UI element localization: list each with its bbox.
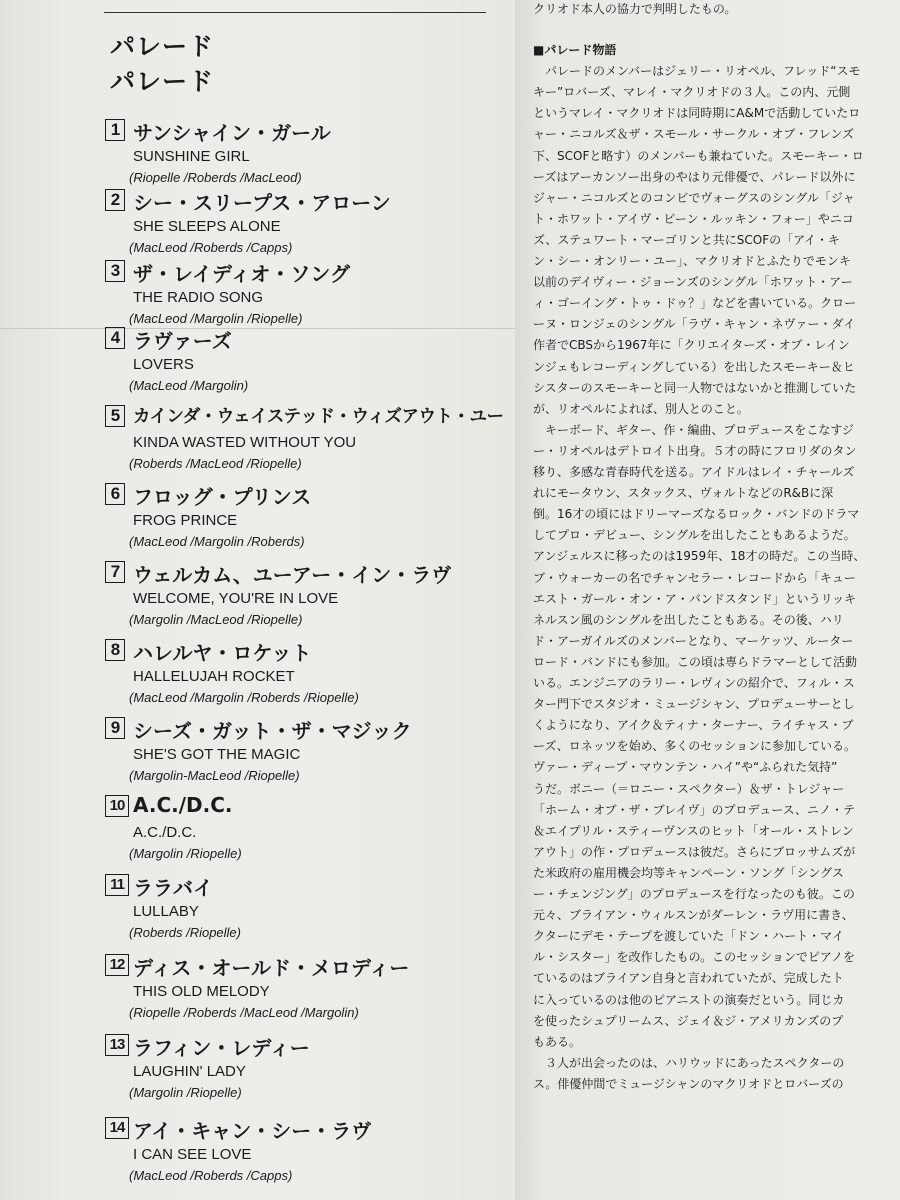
essay-line: ド・アーガイルズのメンバーとなり、マーケッツ、ルーター <box>533 633 854 648</box>
track-number: 11 <box>105 874 129 896</box>
essay-line: 「ホーム・オブ・ザ・ブレイヴ」のプロデュース、ニノ・テ <box>533 802 855 817</box>
track-title-english: HALLELUJAH ROCKET <box>133 668 295 685</box>
track-title-english: FROG PRINCE <box>133 512 238 529</box>
album-title-line2: パレード <box>110 67 215 96</box>
track-number: 5 <box>105 405 125 427</box>
essay-line: ているのはブライアン自身と言われていたが、完成したト <box>533 971 844 986</box>
essay-line: もある。 <box>533 1034 582 1049</box>
essay-line: ンジェもレコーディングしている）を出したスモーキー＆ヒ <box>533 359 855 374</box>
track-title-english: LAUGHIN' LADY <box>133 1063 246 1080</box>
track-credits: (Roberds /Riopelle) <box>129 925 241 940</box>
track-title-japanese: サンシャイン・ガール <box>133 121 331 145</box>
essay-line: ＆エイプリル・スティーヴンスのヒット「オール・ストレン <box>533 823 854 838</box>
track-number: 12 <box>105 954 129 976</box>
track-title-english: LULLABY <box>133 903 199 920</box>
essay-line: パレードのメンバーはジェリー・リオペル、フレッド“スモ <box>533 64 861 79</box>
essay-line: ー・リオペルはデトロイト出身。５才の時にフロリダのタン <box>533 443 857 458</box>
essay-line: ル・シスター」を改作したもの。このセッションでピアノを <box>533 950 855 965</box>
top-rule <box>104 12 486 13</box>
essay-line: 移り、多感な青春時代を送る。アイドルはレイ・チャールズ <box>533 465 855 479</box>
track-credits: (MacLeod /Margolin /Roberds) <box>129 534 305 549</box>
essay-line: くようになり、アイク＆ティナ・ターナー、ライチャス・ブ <box>533 718 854 733</box>
track-title-japanese: アイ・キャン・シー・ラヴ <box>133 1119 372 1143</box>
essay-line: してプロ・デビュー、シングルを出したこともあるようだ。 <box>533 528 856 543</box>
essay-line: 下、SCOFと略す）のメンバーも兼ねていた。スモーキー・ロ <box>533 148 864 163</box>
track-title-japanese: ディス・オールド・メロディー <box>133 956 410 980</box>
essay-line: 倒。16才の頃にはドリーマーズなるロック・バンドのドラマ <box>533 507 860 522</box>
essay-line: ブ・ウォーカーの名でチャンセラー・レコードから「キュー <box>533 570 856 585</box>
track-credits: (MacLeod /Margolin /Roberds /Riopelle) <box>129 690 359 705</box>
track-title-english: LOVERS <box>133 356 194 373</box>
track-number: 9 <box>105 717 125 739</box>
album-title-line1: パレード <box>110 32 215 61</box>
essay-line: ス。俳優仲間でミュージシャンのマクリオドとロバーズの <box>533 1076 844 1091</box>
track-title-japanese: ハレルヤ・ロケット <box>133 641 312 665</box>
essay-line: に入っているのは他のピアニストの演奏だという。同じカ <box>533 992 845 1007</box>
essay-line: ン・シー・オンリー・ユー」、マクリオドとふたりでモンキ <box>533 254 851 268</box>
essay-line: れにモータウン、スタックス、ヴォルトなどのR&Bに深 <box>533 486 834 501</box>
essay-line: 作者でCBSから1967年に「クリエイターズ・オブ・レイン <box>533 338 850 353</box>
essay-line: ヴァー・ディープ・マウンテン・ハイ”や“ふられた気持” <box>533 760 838 775</box>
track-title-japanese: カインダ・ウェイステッド・ウィズアウト・ユー <box>133 407 504 427</box>
track-title-english: SHE'S GOT THE MAGIC <box>133 746 301 763</box>
essay-line: た米政府の雇用機会均等キャンペーン・ソング「シングス <box>533 865 844 880</box>
track-title-english: WELCOME, YOU'RE IN LOVE <box>133 590 339 607</box>
right-page <box>515 0 900 1200</box>
track-credits: (Margolin-MacLeod /Riopelle) <box>129 768 300 783</box>
track-credits: (MacLeod /Roberds /Capps) <box>129 1168 293 1183</box>
track-number: 8 <box>105 639 125 661</box>
essay-line: が、リオペルによれば、別人とのこと。 <box>533 401 749 416</box>
track-number: 14 <box>105 1117 129 1139</box>
essay-line: キーボード、ギター、作・編曲、プロデュースをこなすジ <box>533 422 854 437</box>
essay-line: アンジェルスに移ったのは1959年、18才の時だ。この当時、 <box>533 549 866 564</box>
essay-line: キー”ロバーズ、マレイ・マクリオドの３人。この内、元側 <box>533 85 851 100</box>
track-title-japanese: ラヴァーズ <box>133 329 232 353</box>
track-number: 2 <box>105 189 125 211</box>
track-credits: (Margolin /Riopelle) <box>129 846 242 861</box>
track-number: 13 <box>105 1034 129 1056</box>
track-credits: (Margolin /Riopelle) <box>129 1085 242 1100</box>
essay-line: 元々、ブライアン・ウィルスンがダーレン・ラヴ用に書き、 <box>533 908 854 923</box>
track-number: 4 <box>105 327 125 349</box>
track-title-english: SUNSHINE GIRL <box>133 148 250 165</box>
track-credits: (Riopelle /Roberds /MacLeod /Margolin) <box>129 1005 359 1020</box>
essay-line: ３人が出会ったのは、ハリウッドにあったスペクターの <box>533 1055 845 1070</box>
track-number: 7 <box>105 561 125 583</box>
essay-line: ー・チェンジング」のプロデュースを行なったのも彼。この <box>533 887 855 901</box>
track-number: 3 <box>105 260 125 282</box>
essay-line: ィ・ゴーイング・トゥ・ドゥ？」などを書いている。クロー <box>533 296 857 311</box>
track-credits: (Margolin /MacLeod /Riopelle) <box>129 612 303 627</box>
track-title-english: I CAN SEE LOVE <box>133 1146 252 1163</box>
track-title-english: THE RADIO SONG <box>133 289 264 306</box>
track-number: 6 <box>105 483 125 505</box>
essay-line: ト・ホワット・アイヴ・ビーン・ルッキン・フォー」やニコ <box>533 211 854 226</box>
essay-line: いる。エンジニアのラリー・レヴィンの紹介で、フィル・ス <box>533 676 855 690</box>
track-title-japanese: ララバイ <box>133 876 213 900</box>
track-title-japanese: フロッグ・プリンス <box>133 485 312 509</box>
essay-line: というマレイ・マクリオドは同時期にA&Mで活動していたロ <box>533 106 861 121</box>
essay-line: 以前のデイヴィー・ジョーンズのシングル「ホワット・アー <box>533 275 853 290</box>
essay-line: ーヌ・ロンジェのシングル「ラヴ・キャン・ネヴァー・ダイ <box>533 317 856 332</box>
essay-line: ャー・ニコルズ＆ザ・スモール・サークル・オブ・フレンズ <box>533 127 855 142</box>
essay-line: ズ、ステュワート・マーゴリンと共にSCOFの「アイ・キ <box>533 232 841 247</box>
essay-line: クターにデモ・テープを渡していた「ドン・ハート・マイ <box>533 929 844 944</box>
track-title-japanese: ザ・レイディオ・ソング <box>133 262 350 286</box>
track-credits: (Roberds /MacLeod /Riopelle) <box>129 456 302 471</box>
track-title-japanese: ウェルカム、ユーアー・イン・ラヴ <box>133 563 452 587</box>
essay-line: エスト・ガール・オン・ア・バンドスタンド」というリッキ <box>533 591 857 606</box>
track-credits: (MacLeod /Margolin /Riopelle) <box>129 311 303 326</box>
essay-line: ーズ、ロネッツを始め、多くのセッションに参加している。 <box>533 739 857 754</box>
track-title-english: KINDA WASTED WITHOUT YOU <box>133 434 357 451</box>
track-title-english: THIS OLD MELODY <box>133 983 270 1000</box>
essay-line: ーズはアーカンソー出身のやはり元俳優で、パレード以外に <box>533 169 856 184</box>
track-credits: (Riopelle /Roberds /MacLeod) <box>129 170 302 185</box>
track-credits: (MacLeod /Margolin) <box>129 378 249 393</box>
essay-line: ネルスン風のシングルを出したこともある。その後、ハリ <box>533 612 844 627</box>
essay-line: ジャー・ニコルズとのコンビでヴォーグスのシングル「ジャ <box>533 190 855 205</box>
essay-line: うだ。ボニー（＝ロニー・スペクター）＆ザ・トレジャー <box>533 781 845 796</box>
track-title-japanese: A.C./D.C. <box>133 793 233 817</box>
track-title-japanese: シー・スリープス・アローン <box>133 191 391 215</box>
essay-line: ロード・バンドにも参加。この頃は専らドラマーとして活動 <box>533 654 858 669</box>
essay-line: ター門下でスタジオ・ミュージシャン、プロデューサーとし <box>533 697 855 712</box>
track-number: 10 <box>105 795 129 817</box>
page-fold-line <box>0 328 515 329</box>
track-title-japanese: ラフィン・レディー <box>133 1036 310 1060</box>
track-title-english: A.C./D.C. <box>133 824 197 841</box>
track-title-japanese: シーズ・ガット・ザ・マジック <box>133 719 412 743</box>
track-number: 1 <box>105 119 125 141</box>
essay-line: アウト」の作・プロデュースは彼だ。さらにブロッサムズが <box>533 844 856 859</box>
essay-line: シスターのスモーキーと同一人物ではないかと推測していた <box>533 380 857 395</box>
track-title-english: SHE SLEEPS ALONE <box>133 218 281 235</box>
essay-line: クリオド本人の協力で判明したもの。 <box>533 2 737 16</box>
track-credits: (MacLeod /Roberds /Capps) <box>129 240 293 255</box>
essay-line: を使ったシュプリームス、ジェイ＆ジ・アメリカンズのプ <box>533 1013 844 1028</box>
essay-heading: ■パレード物語 <box>533 43 617 57</box>
